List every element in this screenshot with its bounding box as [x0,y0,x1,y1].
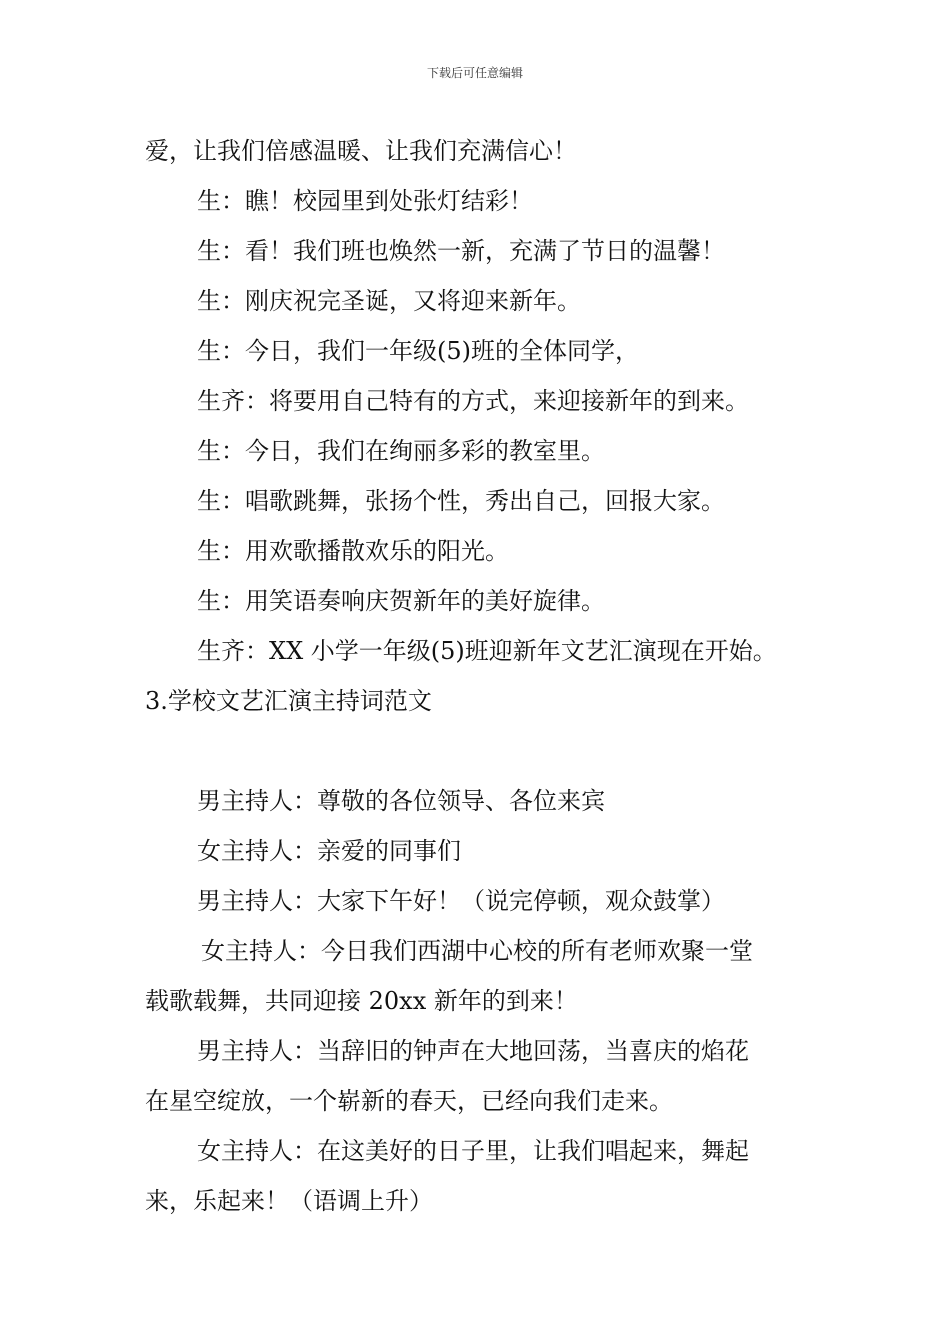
text-line: 女主持人：今日我们西湖中心校的所有老师欢聚一堂 [201,937,753,965]
text-line: 男主持人：尊敬的各位领导、各位来宾 [197,787,605,815]
text-line: 在星空绽放，一个崭新的春天，已经向我们走来。 [145,1087,673,1115]
text-line: 生齐：XX 小学一年级(5)班迎新年文艺汇演现在开始。 [197,637,777,665]
blank-line [145,726,810,776]
text-line: 生齐：将要用自己特有的方式，来迎接新年的到来。 [197,387,749,415]
text-line: 男主持人：当辞旧的钟声在大地回荡，当喜庆的焰花 [197,1037,749,1065]
text-line: 生：刚庆祝完圣诞，又将迎来新年。 [197,287,581,315]
text-line: 女主持人：在这美好的日子里，让我们唱起来，舞起 [197,1137,749,1165]
text-line: 爱，让我们倍感温暖、让我们充满信心！ [145,137,577,165]
text-line: 载歌载舞，共同迎接 20xx 新年的到来！ [145,987,578,1015]
page-header: 下载后可任意编辑 [426,66,523,80]
document-body [145,126,810,1226]
text-line: 生：唱歌跳舞，张扬个性，秀出自己，回报大家。 [197,487,725,515]
text-line: 3.学校文艺汇演主持词范文 [145,687,432,715]
text-line: 生：用欢歌播散欢乐的阳光。 [197,537,509,565]
text-line: 男主持人：大家下午好！（说完停顿，观众鼓掌） [197,887,725,915]
text-line: 生：瞧！校园里到处张灯结彩！ [197,187,533,215]
text-line: 生：看！我们班也焕然一新，充满了节日的温馨！ [197,237,725,265]
text-line: 生：今日，我们一年级(5)班的全体同学， [197,337,639,365]
text-line: 来，乐起来！（语调上升） [145,1187,433,1215]
text-line: 生：用笑语奏响庆贺新年的美好旋律。 [197,587,605,615]
text-line: 生：今日，我们在绚丽多彩的教室里。 [197,437,605,465]
text-line: 女主持人：亲爱的同事们 [197,837,461,865]
